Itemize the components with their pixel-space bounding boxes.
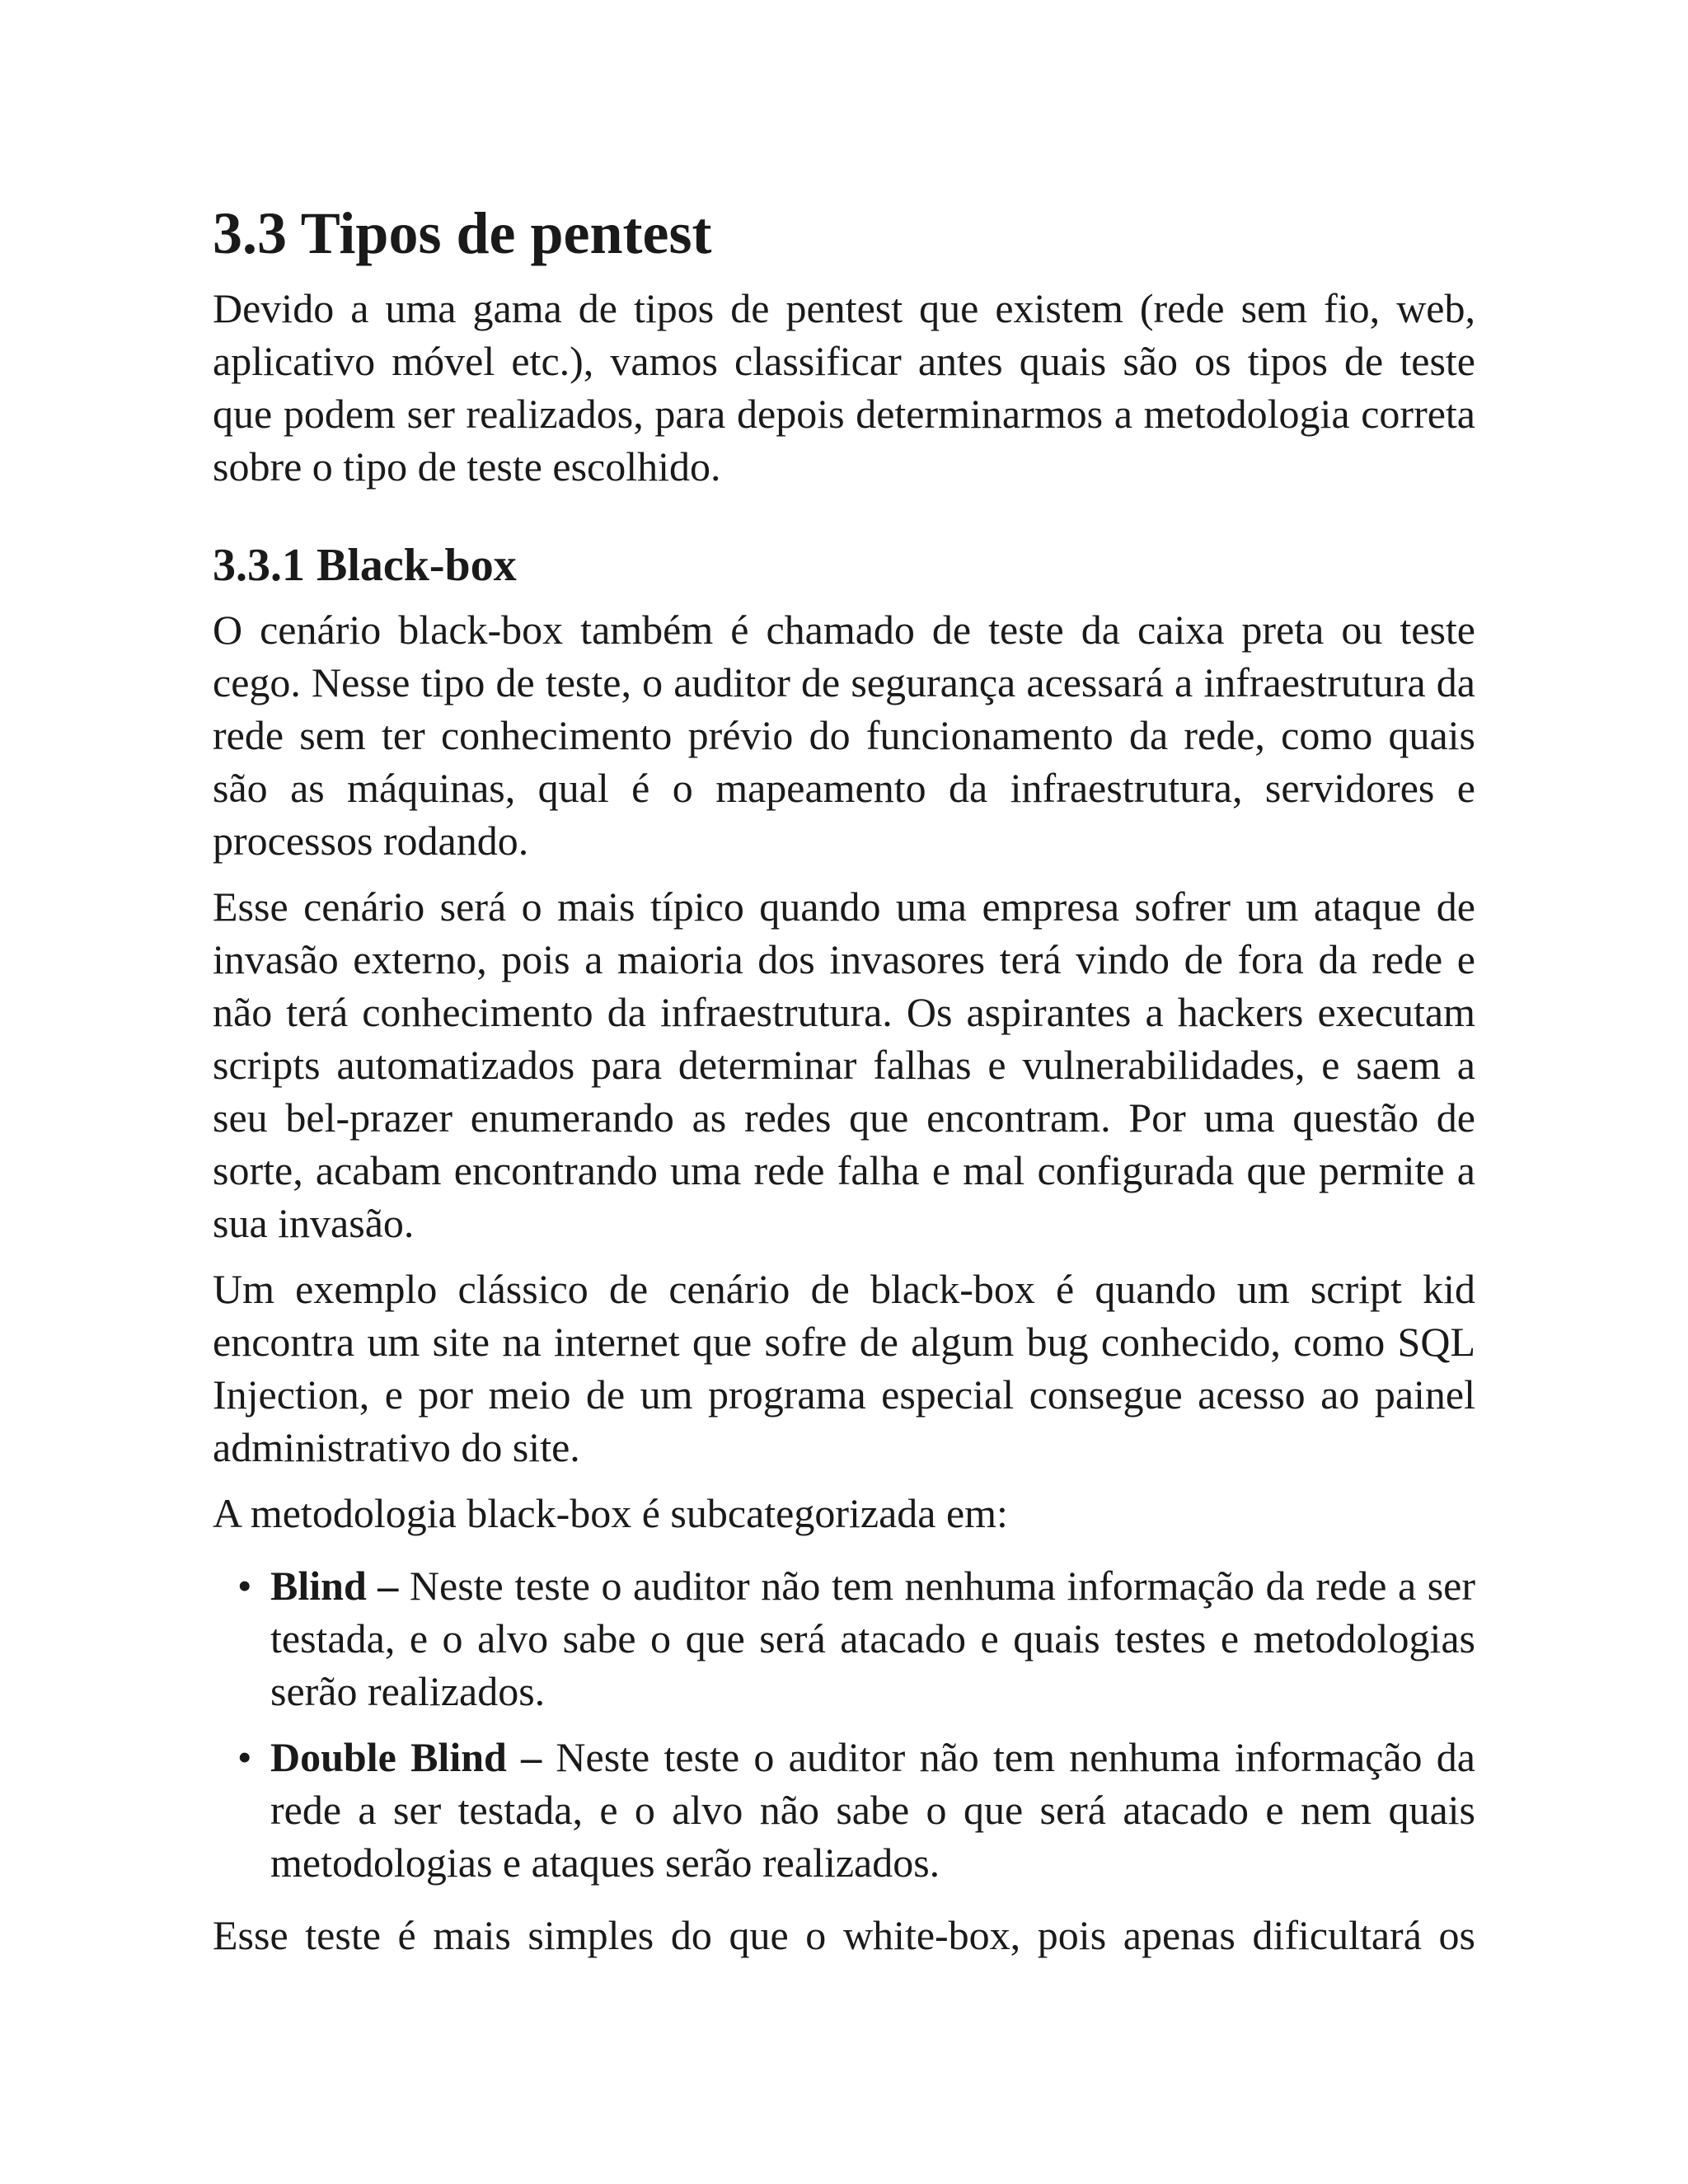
definition-double-blind: Neste teste o auditor não tem nenhuma informação da rede a ser testada, e o alvo não sabe o que será atacado e nem quais metodologias e ataques serão realizados. [270,1734,1475,1886]
paragraph-classic-example: Um exemplo clássico de cenário de black-box é quando um script kid encontra um site na internet que sofre de algum bug conhecido, como SQL Injection, e por meio de um programa especial consegue acesso ao painel administrativo do site. [213,1266,1475,1470]
paragraph-typical-scenario: Esse cenário será o mais típico quando uma empresa sofrer um ataque de invasão externo, pois a maioria dos invasores terá vindo de fora da rede e não terá conhecimento da infraestrutura. Os aspirantes a hackers executam scripts automatizados para determinar falhas e vulnerabilidades, e saem a seu bel-prazer enumerando as redes que encontram. Por uma questão de sorte, acabam encontrando uma rede falha e mal configurada que permite a sua invasão. [213,883,1475,1246]
bullet-icon: • [237,1734,252,1780]
intro-paragraph: Devido a uma gama de tipos de pentest que existem (rede sem fio, web, aplicativo móvel etc.), vamos classificar antes quais são os tipos de teste que podem ser realizados, para depois determinarmos a metodologia correta sobre o tipo de teste escolhido. [213,285,1475,490]
paragraph-closing-fragment: Esse teste é mais simples do que o white-box, pois apenas dificultará os [213,1912,1475,1958]
term-double-blind: Double Blind – [270,1734,556,1780]
paragraph-blackbox-definition: O cenário black-box também é chamado de teste da caixa preta ou teste cego. Nesse tipo de teste, o auditor de segurança acessará a infraestrutura da rede sem ter conhecimento prévio do funcionamento da rede, como quais são as máquinas, qual é o mapeamento da infraestrutura, servidores e processos rodando. [213,607,1475,864]
document-page [213,196,1475,1975]
paragraph-subcategories-intro: A metodologia black-box é subcategorizada em: [213,1490,1008,1536]
term-blind: Blind – [270,1563,410,1609]
definition-blind: Neste teste o auditor não tem nenhuma informação da rede a ser testada, e o alvo sabe o que será atacado e quais testes e metodologias serão realizados. [270,1563,1476,1714]
list-item-double-blind [213,1731,1475,1889]
subcategory-list [213,1559,1475,1889]
section-heading: 3.3 Tipos de pentest [213,200,712,266]
subsection-heading: 3.3.1 Black-box [213,540,517,591]
list-item-blind [213,1559,1475,1718]
bullet-icon: • [237,1563,252,1609]
